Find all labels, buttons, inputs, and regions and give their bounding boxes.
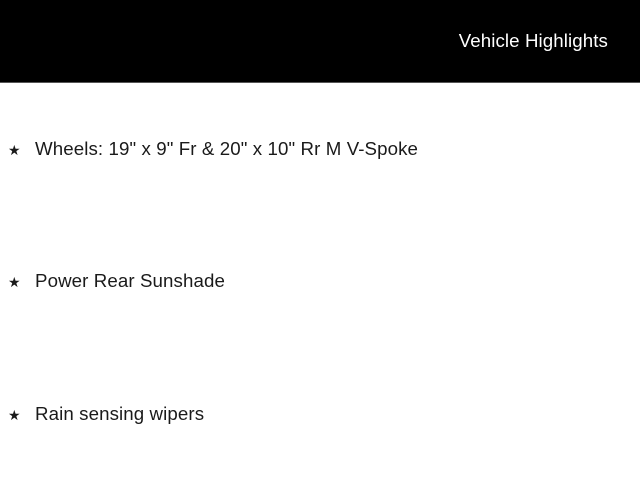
- header-bar: [0, 0, 640, 83]
- highlight-label: Power Rear Sunshade: [35, 270, 225, 292]
- highlight-line: [8, 403, 204, 425]
- highlight-label: Wheels: 19" x 9" Fr & 20" x 10" Rr M V-Spoke: [35, 138, 419, 160]
- star-icon: ★: [8, 406, 21, 423]
- list-item: [0, 215, 640, 347]
- list-item: [0, 83, 640, 215]
- highlight-label: Rain sensing wipers: [35, 402, 205, 424]
- highlight-line: [8, 138, 418, 160]
- highlights-list: [0, 83, 640, 480]
- list-item: [0, 348, 640, 480]
- star-icon: ★: [8, 274, 21, 291]
- highlight-line: [8, 270, 225, 292]
- star-icon: ★: [8, 142, 21, 159]
- page-title: Vehicle Highlights: [458, 30, 608, 52]
